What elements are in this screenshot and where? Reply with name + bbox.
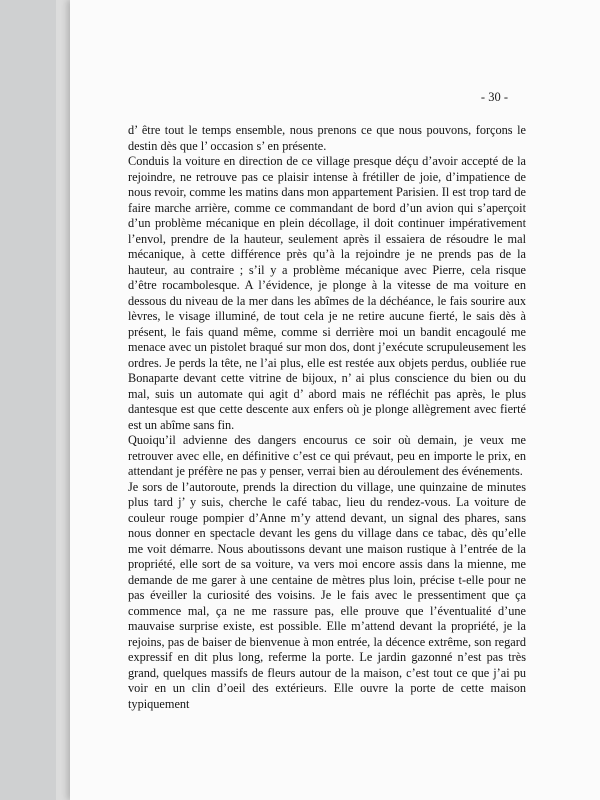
page-body xyxy=(128,123,526,712)
paragraph-2: Conduis la voiture en direction de ce village presque déçu d’avoir accepté de la rejoindre, ne retrouve pas ce plaisir intense à frétiller de joie, d’impatience de nous revoir, comme les matins dans mon appartement Parisien. Il est trop tard de faire marche arrière, comme ce commandant de bord d’un avion qui s’aperçoit d’un problème mécanique en plein décollage, il doit continuer impérativement l’envol, prendre de la hauteur, seulement après il essaiera de résoudre le mal mécanique, à cette différence près qu’à la rejoindre je ne prends pas de la hauteur, au contraire ; s’il y a problème mécanique avec Pierre, cela risque d’être rocambolesque. A l’évidence, je plonge à la vitesse de ma voiture en dessous du niveau de la mer dans les abîmes de la déchéance, le fais sourire aux lèvres, le visage illuminé, de tout cela je ne retire aucune fierté, le sais dès à présent, le fais quand même, comme si derrière moi un bandit encagoulé me menace avec un pistolet braqué sur mon dos, dont j’exécute scrupuleusement les ordres. Je perds la tête, ne l’ai plus, elle est restée aux objets perdus, oubliée rue Bonaparte devant cette vitrine de bijoux, n’ ai plus conscience du bien ou du mal, suis un automate qui agit d’ abord mais ne réfléchit pas après, le plus dantesque est que cette descente aux enfers où je plonge allègrement avec fierté est un abîme sans fin. xyxy=(128,154,526,432)
page-number: - 30 - xyxy=(480,90,508,104)
paragraph-1: d’ être tout le temps ensemble, nous prenons ce que nous pouvons, forçons le destin dès que l’ occasion s’ en présente. xyxy=(128,123,526,153)
paragraph-3: Quoiqu’il advienne des dangers encourus ce soir où demain, je veux me retrouver avec elle, en définitive c’est ce qui prévaut, peu en importe le prix, en attendant je préfère ne pas y penser, verrai bien au déroulement des événements. xyxy=(128,433,526,478)
book-page xyxy=(70,0,600,800)
paragraph-4: Je sors de l’autoroute, prends la direction du village, une quinzaine de minutes plus tard j’ y suis, cherche le café tabac, lieu du rendez-vous. La voiture de couleur rouge pompier d’Anne m’y attend devant, un signal des phares, sans nous donner en spectacle devant les gens du village dans ce tabac, dès qu’elle me voit démarre. Nous aboutissons devant une maison rustique à l’entrée de la propriété, elle sort de sa voiture, va vers moi encore assis dans la mienne, me demande de me garer à une centaine de mètres plus loin, précise t-elle pour ne pas éveiller la curiosité des voisins. Je le fais avec le pressentiment que ça commence mal, ça ne me rassure pas, elle prouve que l’éventualité d’une mauvaise surprise existe, est possible. Elle m’attend devant la propriété, je la rejoins, pas de baiser de bienvenue à mon entrée, la décence extrême, son regard expressif en dit plus long, referme la porte. Le jardin gazonné n’est pas très grand, quelques massifs de fleurs autour de la maison, c’est tout ce que j’ai pu voir en un clin d’oeil des extérieurs. Elle ouvre la porte de cette maison typiquement xyxy=(128,479,526,711)
